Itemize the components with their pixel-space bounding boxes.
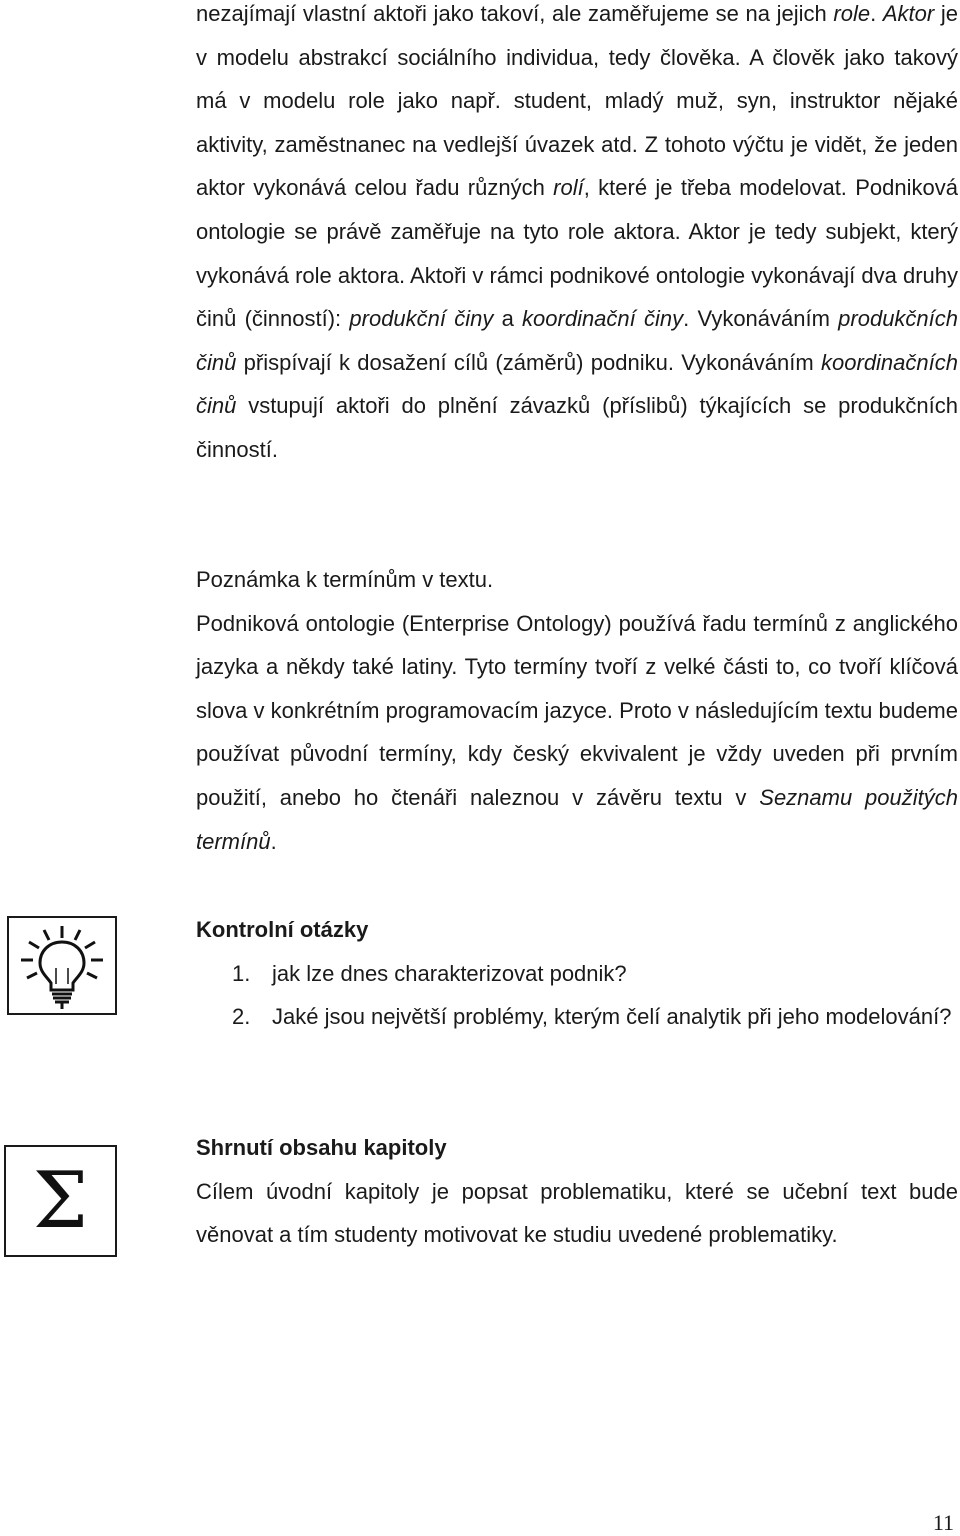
body-paragraph-actors — [196, 0, 958, 472]
text-run: nezajímají vlastní aktoři jako takoví, ale zaměřujeme se na jejich — [196, 1, 834, 26]
question-text: Jaké jsou největší problémy, kterým čelí analytik při jeho modelování? — [272, 1004, 952, 1030]
chapter-summary-heading: Shrnutí obsahu kapitoly — [196, 1135, 447, 1160]
review-questions-heading: Kontrolní otázky — [196, 917, 369, 942]
sigma-glyph: Σ — [32, 1156, 89, 1246]
sigma-icon — [4, 1145, 117, 1257]
text-run: . — [270, 828, 277, 854]
lightbulb-graphic — [9, 918, 115, 1013]
note-body — [196, 611, 958, 854]
italic-term: rolí — [553, 175, 584, 201]
italic-term: koordinačních činů — [196, 349, 958, 419]
note-title: Poznámka k termínům v textu. — [196, 567, 494, 592]
text-run: přispívají k dosažení cílů (záměrů) podniku. Vykonáváním — [236, 349, 822, 375]
list-item — [196, 995, 958, 1039]
italic-term: produkčních činů — [196, 306, 959, 375]
italic-term: Aktor — [882, 1, 935, 26]
question-number: 1. — [232, 960, 251, 986]
italic-term: role — [833, 1, 871, 26]
chapter-summary-text: Cílem úvodní kapitoly je popsat problematiku, které se učební text bude věnovat a tím studenty motivovat ke studiu uvedené problematiky. — [196, 1178, 958, 1248]
italic-term: produkční činy — [349, 306, 494, 332]
question-list — [196, 952, 958, 1039]
italic-term: Seznamu použitých termínů — [196, 784, 958, 854]
question-number: 2. — [232, 1004, 251, 1030]
question-text: jak lze dnes charakterizovat podnik? — [272, 960, 627, 986]
list-item — [196, 952, 958, 996]
text-run: a — [493, 306, 523, 332]
review-questions — [196, 908, 958, 1039]
text-run: je v modelu abstrakcí sociálního individua, tedy člověka. A člověk jako takový má v modelu role jako např. student, mladý muž, syn, instruktor nějaké aktivity, zaměstnanec na vedlejší úvazek atd. Z tohoto výčtu je vidět, že jeden aktor vykonává celou řadu různých — [196, 1, 958, 201]
text-run: . — [870, 1, 883, 26]
lightbulb-icon — [7, 916, 117, 1015]
chapter-summary — [196, 1126, 958, 1257]
italic-term: koordinační činy — [522, 306, 684, 332]
page-number: 11 — [932, 1510, 954, 1535]
text-run: , které je třeba modelovat. Podniková ontologie se právě zaměřuje na tyto role aktora. Aktor je tedy subjekt, který vykonává role aktora. Aktoři v rámci podnikové ontologie vykonávají dva druhy činů (činností): — [196, 175, 958, 332]
text-run: vstupují aktoři do plnění závazků (příslibů) týkajících se produkčních činností. — [196, 393, 958, 462]
text-run: . Vykonáváním — [683, 306, 839, 332]
text-run: Podniková ontologie (Enterprise Ontology) používá řadu termínů z anglického jazyka a někdy také latiny. Tyto termíny tvoří z velké části to, co tvoří klíčová slova v konkrétním programovacím jazyce. Proto v následujícím textu budeme používat původní termíny, kdy český ekvivalent je vždy uveden při prvním použití, anebo ho čtenáři naleznou v závěru textu v — [196, 610, 958, 810]
terminology-note — [196, 558, 958, 863]
